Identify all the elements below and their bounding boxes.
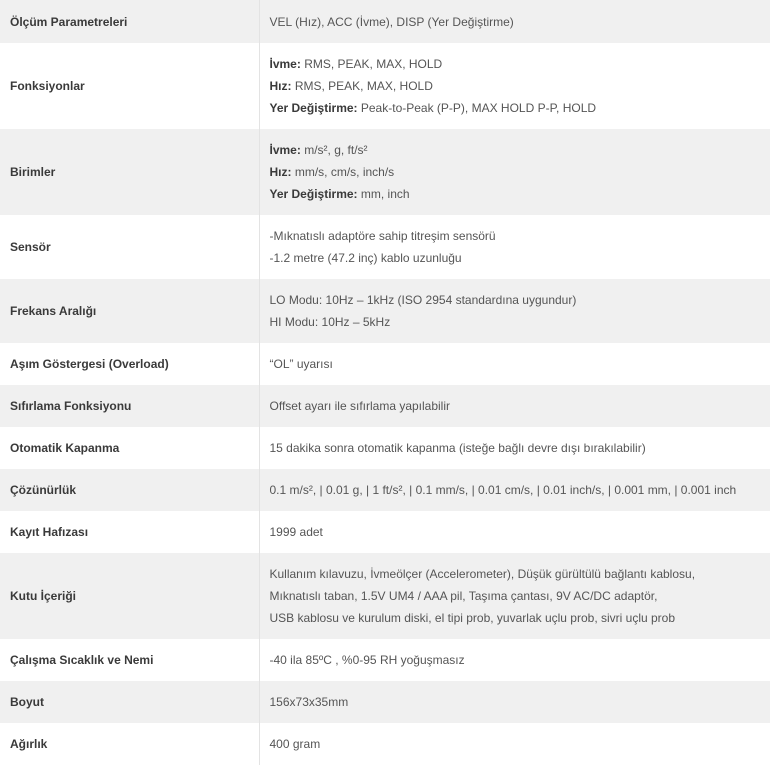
spec-label: Frekans Aralığı (0, 279, 259, 343)
spec-value-text: LO Modu: 10Hz – 1kHz (ISO 2954 standardına uygundur) (269, 293, 577, 307)
spec-value (259, 279, 770, 343)
spec-value-line (270, 225, 770, 247)
spec-label: Otomatik Kapanma (0, 427, 259, 469)
spec-value-text: “OL” uyarısı (269, 357, 333, 371)
spec-label: Ölçüm Parametreleri (0, 0, 259, 43)
spec-value-line (270, 395, 770, 417)
spec-value-text: mm/s, cm/s, inch/s (291, 165, 395, 179)
spec-row (0, 385, 770, 427)
spec-value-line (270, 53, 770, 75)
spec-value-line (270, 11, 770, 33)
spec-row (0, 0, 770, 43)
spec-row (0, 427, 770, 469)
spec-value-line (270, 161, 770, 183)
spec-value-key: Yer Değiştirme: (269, 101, 358, 115)
spec-value (259, 343, 770, 385)
spec-value-text: 1999 adet (269, 525, 323, 539)
spec-row (0, 723, 770, 765)
spec-row (0, 215, 770, 279)
spec-value-text: RMS, PEAK, MAX, HOLD (300, 57, 443, 71)
spec-value-line (270, 649, 770, 671)
spec-value-text: 0.1 m/s², | 0.01 g, | 1 ft/s², | 0.1 mm/s, | 0.01 cm/s, | 0.01 inch/s, | 0.001 mm, | 0.001 inch (269, 483, 737, 497)
spec-value-key: Hız: (269, 165, 292, 179)
spec-row (0, 43, 770, 129)
spec-value-line (270, 353, 770, 375)
spec-value-text: VEL (Hız), ACC (İvme), DISP (Yer Değiştirme) (269, 14, 514, 29)
spec-value-text: USB kablosu ve kurulum diski, el tipi prob, yuvarlak uçlu prob, sivri uçlu prob (269, 611, 676, 625)
spec-value-text: -Mıknatıslı adaptöre sahip titreşim sensörü (269, 229, 496, 243)
spec-label: Kayıt Hafızası (0, 511, 259, 553)
spec-value-line (270, 563, 770, 585)
spec-value-key: İvme: (269, 57, 301, 71)
spec-row (0, 469, 770, 511)
spec-row (0, 511, 770, 553)
spec-value (259, 553, 770, 639)
spec-row (0, 639, 770, 681)
spec-value-text: Kullanım kılavuzu, İvmeölçer (Accelerometer), Düşük gürültülü bağlantı kablosu, (269, 567, 696, 581)
spec-label: Boyut (0, 681, 259, 723)
spec-value (259, 469, 770, 511)
spec-value-text: m/s², g, ft/s² (300, 143, 368, 157)
spec-row (0, 129, 770, 215)
spec-value-line (270, 691, 770, 713)
spec-value (259, 681, 770, 723)
spec-label: Çalışma Sıcaklık ve Nemi (0, 639, 259, 681)
spec-value (259, 43, 770, 129)
spec-value-line (270, 75, 770, 97)
spec-value-line (270, 97, 770, 119)
spec-value (259, 0, 770, 43)
spec-value-line (270, 311, 770, 333)
spec-value-key: Hız: (269, 79, 292, 93)
spec-value-text: Peak-to-Peak (P-P), MAX HOLD P-P, HOLD (357, 101, 597, 115)
spec-value-line (270, 437, 770, 459)
spec-value-text: -1.2 metre (47.2 inç) kablo uzunluğu (269, 251, 462, 265)
spec-value (259, 639, 770, 681)
spec-value-line (270, 247, 770, 269)
spec-row (0, 343, 770, 385)
spec-label: Birimler (0, 129, 259, 215)
spec-value-text: HI Modu: 10Hz – 5kHz (269, 315, 391, 329)
spec-value-key: Yer Değiştirme: (269, 187, 358, 201)
spec-value-text: 15 dakika sonra otomatik kapanma (isteğe bağlı devre dışı bırakılabilir) (269, 441, 646, 455)
spec-value-text: mm, inch (357, 187, 410, 201)
spec-value-key: İvme: (269, 143, 301, 157)
spec-value-line (270, 585, 770, 607)
spec-value-line (270, 607, 770, 629)
spec-row (0, 279, 770, 343)
spec-value-text: 400 gram (269, 737, 321, 751)
spec-value-text: Mıknatıslı taban, 1.5V UM4 / AAA pil, Taşıma çantası, 9V AC/DC adaptör, (269, 589, 658, 603)
spec-label: Çözünürlük (0, 469, 259, 511)
spec-label: Sensör (0, 215, 259, 279)
spec-value (259, 215, 770, 279)
spec-label: Fonksiyonlar (0, 43, 259, 129)
spec-value-line (270, 183, 770, 205)
spec-value-line (270, 733, 770, 755)
spec-label: Sıfırlama Fonksiyonu (0, 385, 259, 427)
spec-value-line (270, 289, 770, 311)
spec-value-line (270, 479, 770, 501)
spec-label: Kutu İçeriği (0, 553, 259, 639)
spec-value-text: RMS, PEAK, MAX, HOLD (291, 79, 433, 93)
spec-row (0, 553, 770, 639)
spec-value (259, 129, 770, 215)
spec-label: Aşım Göstergesi (Overload) (0, 343, 259, 385)
spec-row (0, 681, 770, 723)
spec-value (259, 723, 770, 765)
spec-value-line (270, 521, 770, 543)
spec-value (259, 385, 770, 427)
spec-value-text: -40 ila 85ºC , %0-95 RH yoğuşmasız (269, 653, 465, 667)
spec-value-line (270, 139, 770, 161)
spec-value-text: 156x73x35mm (269, 695, 349, 709)
spec-value (259, 511, 770, 553)
spec-value (259, 427, 770, 469)
spec-label: Ağırlık (0, 723, 259, 765)
spec-value-text: Offset ayarı ile sıfırlama yapılabilir (269, 399, 451, 413)
